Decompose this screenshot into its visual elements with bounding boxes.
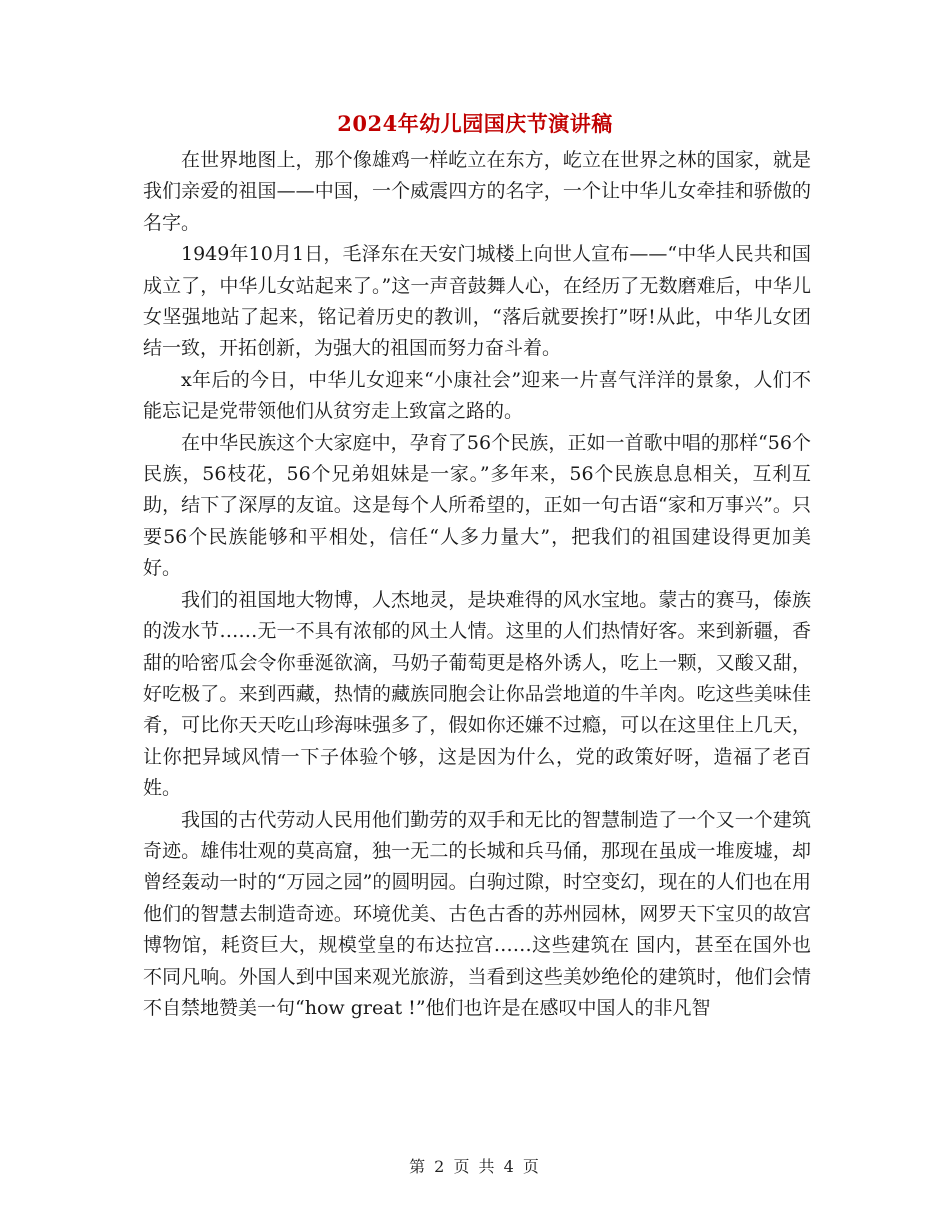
document-body bbox=[143, 145, 811, 1024]
paragraph: 我们的祖国地大物博，人杰地灵，是块难得的风水宝地。蒙古的赛马，傣族的泼水节……无一不具有浓郁的风土人情。这里的人们热情好客。来到新疆，香甜的哈密瓜会令你垂涎欲滴，马奶子葡萄更是格外诱人，吃上一颗，又酸又甜，好吃极了。来到西藏，热情的藏族同胞会让你品尝地道的牛羊肉。吃这些美味佳肴，可比你天天吃山珍海味强多了，假如你还嫌不过瘾，可以在这里住上几天，让你把异域风情一下子体验个够，这是因为什么，党的政策好呀，造福了老百姓。 bbox=[143, 588, 811, 800]
paragraph: x年后的今日，中华儿女迎来“小康社会”迎来一片喜气洋洋的景象，人们不能忘记是党带领他们从贫穷走上致富之路的。 bbox=[143, 368, 811, 423]
paragraph: 在中华民族这个大家庭中，孕育了56个民族，正如一首歌中唱的那样“56个民族，56枝花，56个兄弟姐妹是一家。”多年来，56个民族息息相关，互利互助，结下了深厚的友谊。这是每个人所希望的，正如一句古语“家和万事兴”。只要56个民族能够和平相处，信任“人多力量大”，把我们的祖国建设得更加美好。 bbox=[143, 431, 811, 580]
paragraph: 1949年10月1日，毛泽东在天安门城楼上向世人宣布——“中华人民共和国成立了，中华儿女站起来了。”这一声音鼓舞人心，在经历了无数磨难后，中华儿女坚强地站了起来，铭记着历史的教训，“落后就要挨打”呀!从此，中华儿女团结一致，开拓创新，为强大的祖国而努力奋斗着。 bbox=[143, 243, 811, 360]
document-title: 2024年幼儿园国庆节演讲稿 bbox=[337, 111, 613, 136]
paragraph: 我国的古代劳动人民用他们勤劳的双手和无比的智慧制造了一个又一个建筑奇迹。雄伟壮观的莫高窟，独一无二的长城和兵马俑，那现在虽成一堆废墟，却曾经轰动一时的“万园之园”的圆明园。白驹过隙，时空变幻，现在的人们也在用他们的智慧去制造奇迹。环境优美、古色古香的苏州园林，网罗天下宝贝的故宫博物馆，耗资巨大，规模堂皇的布达拉宫……这些建筑在 国内，甚至在国外也不同凡响。外国人到中国来观光旅游，当看到这些美妙绝伦的建筑时，他们会情不自禁地赞美一句“how great !”他们也许是在感叹中国人的非凡智 bbox=[143, 808, 811, 1019]
page-number-footer: 第 2 页 共 4 页 bbox=[409, 1157, 541, 1176]
paragraph: 在世界地图上，那个像雄鸡一样屹立在东方，屹立在世界之林的国家，就是我们亲爱的祖国——中国，一个威震四方的名字，一个让中华儿女牵挂和骄傲的名字。 bbox=[143, 149, 811, 234]
